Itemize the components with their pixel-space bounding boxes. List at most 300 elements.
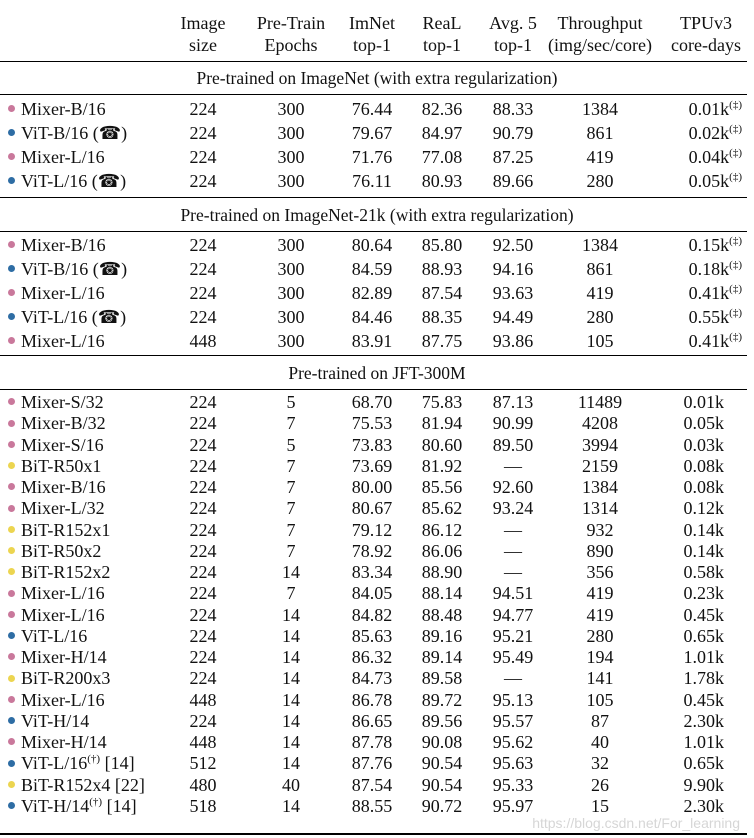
- table-row: [0, 775, 754, 796]
- throughput-cell: 280: [586, 307, 614, 327]
- model-name-cell: [8, 305, 126, 329]
- size-cell: 224: [189, 99, 217, 119]
- model-name: ViT-H/14: [21, 710, 90, 731]
- header-real-top1: ReaL top-1: [422, 13, 462, 55]
- real-cell: 89.56: [421, 710, 463, 731]
- table-row: [0, 626, 754, 647]
- model-name-cell: [8, 647, 107, 668]
- core-days-cell: [672, 583, 724, 604]
- real-cell: 81.92: [421, 455, 463, 476]
- avg5-cell: 94.51: [492, 583, 534, 604]
- core-days-footnote: (‡): [729, 99, 742, 111]
- core-days-footnote: (‡): [729, 235, 742, 247]
- real-cell: 89.14: [421, 647, 463, 667]
- model-name: Mixer-S/16: [21, 434, 104, 455]
- throughput-cell: 1384: [582, 235, 618, 255]
- imnet-cell: 71.76: [351, 147, 393, 167]
- size-cell: 224: [189, 604, 217, 625]
- real-cell: 84.97: [421, 123, 463, 143]
- imnet-cell: 87.78: [351, 732, 393, 752]
- core-days-value: 0.03k: [683, 434, 724, 455]
- core-days-footnote: (‡): [729, 283, 742, 295]
- avg5-cell: 94.49: [492, 307, 534, 327]
- table-row: [0, 520, 754, 541]
- size-cell: 224: [189, 235, 217, 255]
- size-cell: 224: [189, 392, 217, 412]
- size-cell: 224: [189, 283, 217, 303]
- model-name: BiT-R50x2: [21, 540, 102, 561]
- model-citation: [14]: [102, 795, 137, 816]
- section-end-rule: [0, 355, 747, 356]
- core-days-value: 1.01k: [683, 647, 724, 667]
- real-cell: 89.72: [421, 689, 463, 710]
- epochs-cell: 14: [282, 625, 300, 646]
- throughput-cell: 1314: [582, 498, 618, 519]
- epochs-cell: 7: [286, 455, 296, 476]
- model-name: Mixer-L/16: [21, 331, 105, 351]
- epochs-cell: 300: [277, 171, 305, 191]
- table-row: [0, 732, 754, 753]
- epochs-cell: 300: [277, 123, 305, 143]
- core-days-value: 0.02k: [688, 123, 730, 143]
- size-cell: 224: [189, 455, 217, 476]
- model-name-cell: [8, 541, 101, 562]
- size-cell: 224: [189, 583, 217, 604]
- imnet-cell: 84.59: [351, 259, 393, 279]
- core-days-value: 0.14k: [683, 540, 724, 561]
- core-days-cell: [672, 775, 724, 796]
- model-name: BiT-R50x1: [21, 455, 102, 476]
- core-days-footnote: (‡): [729, 307, 742, 319]
- model-name-cell: [8, 796, 137, 817]
- model-name: Mixer-L/16: [21, 147, 105, 167]
- core-days-value: 0.12k: [683, 498, 724, 519]
- model-name-cell: [8, 145, 105, 169]
- core-days-cell: [672, 732, 724, 753]
- model-name-cell: [8, 668, 110, 689]
- real-cell: 86.12: [421, 519, 463, 540]
- table-row: [0, 257, 754, 281]
- imnet-cell: 75.53: [351, 413, 393, 434]
- table-row: [0, 541, 754, 562]
- model-name: ViT-H/14: [21, 795, 90, 816]
- model-name: ViT-L/16: [21, 753, 88, 774]
- avg5-cell: —: [504, 540, 522, 561]
- throughput-cell: 890: [586, 540, 614, 561]
- imnet-cell: 86.32: [351, 647, 393, 667]
- imnet-cell: 73.83: [351, 434, 393, 455]
- size-cell: 224: [189, 625, 217, 646]
- core-days-cell: [672, 626, 724, 647]
- core-days-cell: [672, 305, 742, 329]
- size-cell: 224: [189, 562, 217, 582]
- table-row: [0, 121, 754, 145]
- table-row: [0, 413, 754, 434]
- size-cell: 224: [189, 413, 217, 434]
- real-cell: 80.93: [421, 171, 463, 191]
- table-row: [0, 796, 754, 817]
- throughput-cell: 11489: [577, 392, 623, 412]
- core-days-cell: [672, 477, 724, 498]
- bit-marker-icon: [8, 462, 15, 469]
- throughput-cell: 26: [591, 774, 609, 795]
- header-image-size: Image size: [180, 13, 226, 55]
- model-name: ViT-L/16 (☎): [21, 307, 127, 327]
- core-days-cell: [672, 392, 724, 413]
- imnet-cell: 80.00: [351, 477, 393, 497]
- epochs-cell: 14: [282, 604, 300, 625]
- real-cell: 90.54: [421, 753, 463, 774]
- core-days-cell: [672, 541, 724, 562]
- size-cell: 224: [189, 519, 217, 540]
- bit-marker-icon: [8, 526, 15, 533]
- core-days-cell: [672, 520, 724, 541]
- table-row: [0, 281, 754, 305]
- size-cell: 224: [189, 647, 217, 667]
- avg5-cell: 90.79: [492, 123, 534, 143]
- model-name-cell: [8, 413, 106, 434]
- avg5-cell: 95.63: [492, 753, 534, 774]
- model-name-cell: [8, 257, 127, 281]
- core-days-cell: [672, 796, 724, 817]
- size-cell: 224: [189, 434, 217, 455]
- section-rule: [0, 231, 747, 232]
- throughput-cell: 1384: [582, 99, 618, 119]
- throughput-cell: 280: [586, 625, 614, 646]
- bit-marker-icon: [8, 781, 15, 788]
- avg5-cell: 95.33: [492, 774, 534, 795]
- throughput-cell: 419: [586, 147, 614, 167]
- mixer-marker-icon: [8, 696, 15, 703]
- core-days-cell: [672, 145, 742, 169]
- epochs-cell: 14: [282, 795, 300, 816]
- throughput-cell: 932: [586, 519, 614, 540]
- avg5-cell: 92.50: [492, 235, 534, 255]
- core-days-footnote: (‡): [729, 171, 742, 183]
- core-days-value: 0.65k: [683, 753, 724, 774]
- model-name: BiT-R152x2: [21, 562, 111, 582]
- size-cell: 224: [189, 540, 217, 561]
- real-cell: 87.75: [421, 331, 463, 351]
- model-name-cell: [8, 690, 105, 711]
- core-days-cell: [672, 233, 742, 257]
- model-name: Mixer-H/14: [21, 647, 107, 667]
- core-days-value: 0.45k: [683, 604, 724, 625]
- table-row: [0, 605, 754, 626]
- imnet-cell: 84.05: [351, 583, 393, 604]
- table-row: [0, 690, 754, 711]
- bit-marker-icon: [8, 675, 15, 682]
- size-cell: 224: [189, 498, 217, 519]
- core-days-value: 0.58k: [683, 562, 724, 582]
- size-cell: 224: [189, 123, 217, 143]
- real-cell: 80.60: [421, 434, 463, 455]
- epochs-cell: 300: [277, 99, 305, 119]
- imnet-cell: 83.91: [351, 331, 393, 351]
- table-row: [0, 456, 754, 477]
- imnet-cell: 80.64: [351, 235, 393, 255]
- model-name-cell: [8, 121, 127, 145]
- core-days-footnote: (‡): [729, 259, 742, 271]
- model-name-cell: [8, 97, 106, 121]
- size-cell: 224: [189, 147, 217, 167]
- table-row: [0, 305, 754, 329]
- throughput-cell: 419: [586, 283, 614, 303]
- vit-marker-icon: [8, 632, 15, 639]
- core-days-value: 9.90k: [683, 774, 724, 795]
- model-name: Mixer-H/14: [21, 732, 107, 752]
- model-name-cell: [8, 711, 89, 732]
- model-name-cell: [8, 456, 101, 477]
- core-days-value: 0.18k: [688, 259, 730, 279]
- model-footnote: (†): [89, 795, 103, 808]
- real-cell: 88.90: [421, 562, 463, 582]
- mixer-marker-icon: [8, 105, 15, 112]
- mixer-marker-icon: [8, 611, 15, 618]
- core-days-value: 0.01k: [683, 392, 724, 412]
- core-days-cell: [672, 711, 724, 732]
- throughput-cell: 105: [586, 331, 614, 351]
- avg5-cell: 95.97: [492, 795, 534, 816]
- avg5-cell: —: [504, 668, 522, 689]
- throughput-cell: 15: [591, 795, 609, 816]
- real-cell: 77.08: [421, 147, 463, 167]
- throughput-cell: 40: [591, 732, 609, 752]
- avg5-cell: —: [504, 519, 522, 540]
- size-cell: 480: [189, 774, 217, 795]
- core-days-value: 0.05k: [688, 171, 730, 191]
- core-days-value: 1.78k: [683, 668, 724, 689]
- real-cell: 89.58: [421, 668, 463, 689]
- real-cell: 88.93: [421, 259, 463, 279]
- imnet-cell: 76.44: [351, 99, 393, 119]
- vit-marker-icon: [8, 802, 15, 809]
- throughput-cell: 3994: [582, 434, 618, 455]
- core-days-cell: [672, 97, 742, 121]
- table-row: [0, 97, 754, 121]
- real-cell: 88.14: [421, 583, 463, 604]
- table-row: [0, 392, 754, 413]
- model-name: Mixer-L/16: [21, 583, 105, 604]
- model-name-cell: [8, 520, 110, 541]
- bit-marker-icon: [8, 547, 15, 554]
- mixer-marker-icon: [8, 653, 15, 660]
- imnet-cell: 79.12: [351, 519, 393, 540]
- avg5-cell: 93.86: [492, 331, 534, 351]
- core-days-value: 0.23k: [683, 583, 724, 604]
- throughput-cell: 861: [586, 123, 614, 143]
- real-cell: 90.72: [421, 795, 463, 816]
- vit-marker-icon: [8, 313, 15, 320]
- size-cell: 448: [189, 331, 217, 351]
- bit-marker-icon: [8, 568, 15, 575]
- throughput-cell: 356: [586, 562, 614, 582]
- throughput-cell: 419: [586, 583, 614, 604]
- real-cell: 87.54: [421, 283, 463, 303]
- table-row: [0, 498, 754, 519]
- imnet-cell: 82.89: [351, 283, 393, 303]
- real-cell: 75.83: [421, 392, 463, 412]
- throughput-cell: 1384: [582, 477, 618, 497]
- header-throughput: Throughput (img/sec/core): [548, 13, 652, 55]
- core-days-cell: [672, 413, 724, 434]
- avg5-cell: 95.21: [492, 625, 534, 646]
- model-name: ViT-B/16 (☎): [21, 123, 128, 143]
- epochs-cell: 7: [286, 519, 296, 540]
- imnet-cell: 80.67: [351, 498, 393, 519]
- core-days-cell: [672, 605, 724, 626]
- model-name-cell: [8, 329, 105, 353]
- size-cell: 224: [189, 477, 217, 497]
- core-days-cell: [672, 562, 724, 583]
- table-row: [0, 477, 754, 498]
- imnet-cell: 87.76: [351, 753, 393, 774]
- imnet-cell: 73.69: [351, 455, 393, 476]
- section-title: Pre-trained on ImageNet-21k (with extra regularization): [180, 205, 574, 225]
- core-days-value: 0.41k: [688, 331, 730, 351]
- avg5-cell: 95.57: [492, 710, 534, 731]
- core-days-value: 0.01k: [688, 99, 730, 119]
- table-row: [0, 583, 754, 604]
- mixer-marker-icon: [8, 505, 15, 512]
- core-days-value: 2.30k: [683, 710, 724, 731]
- epochs-cell: 7: [286, 477, 296, 497]
- imnet-cell: 78.92: [351, 540, 393, 561]
- model-name-cell: [8, 775, 145, 796]
- model-name: BiT-R152x1: [21, 519, 111, 540]
- real-cell: 90.54: [421, 774, 463, 795]
- epochs-cell: 14: [282, 753, 300, 774]
- section-rule: [0, 94, 747, 95]
- vit-marker-icon: [8, 177, 15, 184]
- epochs-cell: 40: [282, 774, 300, 795]
- model-name: Mixer-S/32: [21, 392, 104, 412]
- core-days-cell: [672, 435, 724, 456]
- epochs-cell: 7: [286, 540, 296, 561]
- core-days-value: 0.55k: [688, 307, 730, 327]
- size-cell: 224: [189, 259, 217, 279]
- core-days-value: 2.30k: [683, 795, 724, 816]
- epochs-cell: 7: [286, 498, 296, 519]
- core-days-value: 0.08k: [683, 455, 724, 476]
- real-cell: 82.36: [421, 99, 463, 119]
- avg5-cell: 93.24: [492, 498, 534, 519]
- imnet-cell: 86.65: [351, 710, 393, 731]
- epochs-cell: 300: [277, 259, 305, 279]
- core-days-value: 0.65k: [683, 625, 724, 646]
- section-title: Pre-trained on ImageNet (with extra regularization): [196, 68, 558, 88]
- avg5-cell: 95.62: [492, 732, 534, 752]
- model-name: Mixer-L/16: [21, 283, 105, 303]
- model-name: Mixer-B/16: [21, 477, 106, 497]
- size-cell: 224: [189, 710, 217, 731]
- mixer-marker-icon: [8, 483, 15, 490]
- core-days-value: 0.45k: [683, 689, 724, 710]
- epochs-cell: 14: [282, 710, 300, 731]
- vit-marker-icon: [8, 265, 15, 272]
- model-footnote: (†): [87, 753, 101, 766]
- epochs-cell: 300: [277, 283, 305, 303]
- real-cell: 88.35: [421, 307, 463, 327]
- epochs-cell: 14: [282, 562, 300, 582]
- model-name: ViT-L/16: [21, 625, 88, 646]
- vit-marker-icon: [8, 129, 15, 136]
- core-days-value: 0.04k: [688, 147, 730, 167]
- epochs-cell: 300: [277, 147, 305, 167]
- core-days-cell: [672, 690, 724, 711]
- imnet-cell: 83.34: [351, 562, 393, 582]
- core-days-cell: [672, 169, 742, 193]
- model-name-cell: [8, 732, 107, 753]
- section-end-rule: [0, 197, 747, 198]
- real-cell: 85.80: [421, 235, 463, 255]
- imnet-cell: 86.78: [351, 689, 393, 710]
- model-name-cell: [8, 753, 135, 774]
- epochs-cell: 7: [286, 583, 296, 604]
- table-row: [0, 711, 754, 732]
- epochs-cell: 5: [286, 434, 296, 455]
- imnet-cell: 84.82: [351, 604, 393, 625]
- model-name-cell: [8, 498, 105, 519]
- vit-marker-icon: [8, 717, 15, 724]
- epochs-cell: 300: [277, 331, 305, 351]
- model-name: BiT-R152x4 [22]: [21, 774, 145, 795]
- imnet-cell: 68.70: [351, 392, 393, 412]
- mixer-marker-icon: [8, 441, 15, 448]
- avg5-cell: 94.77: [492, 604, 534, 625]
- avg5-cell: 89.50: [492, 434, 534, 455]
- table-row: [0, 233, 754, 257]
- model-name: Mixer-B/32: [21, 413, 106, 434]
- real-cell: 88.48: [421, 604, 463, 625]
- model-name-cell: [8, 562, 110, 583]
- avg5-cell: —: [504, 455, 522, 476]
- mixer-marker-icon: [8, 289, 15, 296]
- model-name-cell: [8, 626, 87, 647]
- table-row: [0, 562, 754, 583]
- size-cell: 224: [189, 171, 217, 191]
- throughput-cell: 32: [591, 753, 609, 774]
- real-cell: 90.08: [421, 732, 463, 752]
- table-row: [0, 668, 754, 689]
- model-name: Mixer-L/16: [21, 604, 105, 625]
- section-title: Pre-trained on JFT-300M: [288, 363, 466, 383]
- size-cell: 448: [189, 732, 217, 752]
- real-cell: 86.06: [421, 540, 463, 561]
- avg5-cell: 95.49: [492, 647, 534, 667]
- core-days-value: 0.15k: [688, 235, 730, 255]
- core-days-cell: [672, 121, 742, 145]
- mixer-marker-icon: [8, 241, 15, 248]
- throughput-cell: 419: [586, 604, 614, 625]
- model-citation: [14]: [100, 753, 135, 774]
- epochs-cell: 14: [282, 647, 300, 667]
- mixer-marker-icon: [8, 420, 15, 427]
- core-days-value: 0.41k: [688, 283, 730, 303]
- model-name-cell: [8, 477, 106, 498]
- model-name: Mixer-B/16: [21, 99, 106, 119]
- throughput-cell: 280: [586, 171, 614, 191]
- core-days-value: 0.05k: [683, 413, 724, 434]
- model-name-cell: [8, 605, 105, 626]
- imnet-cell: 79.67: [351, 123, 393, 143]
- avg5-cell: 90.99: [492, 413, 534, 434]
- avg5-cell: 87.25: [492, 147, 534, 167]
- section-rule: [0, 389, 747, 390]
- avg5-cell: 87.13: [492, 392, 534, 412]
- throughput-cell: 861: [586, 259, 614, 279]
- avg5-cell: —: [504, 562, 522, 582]
